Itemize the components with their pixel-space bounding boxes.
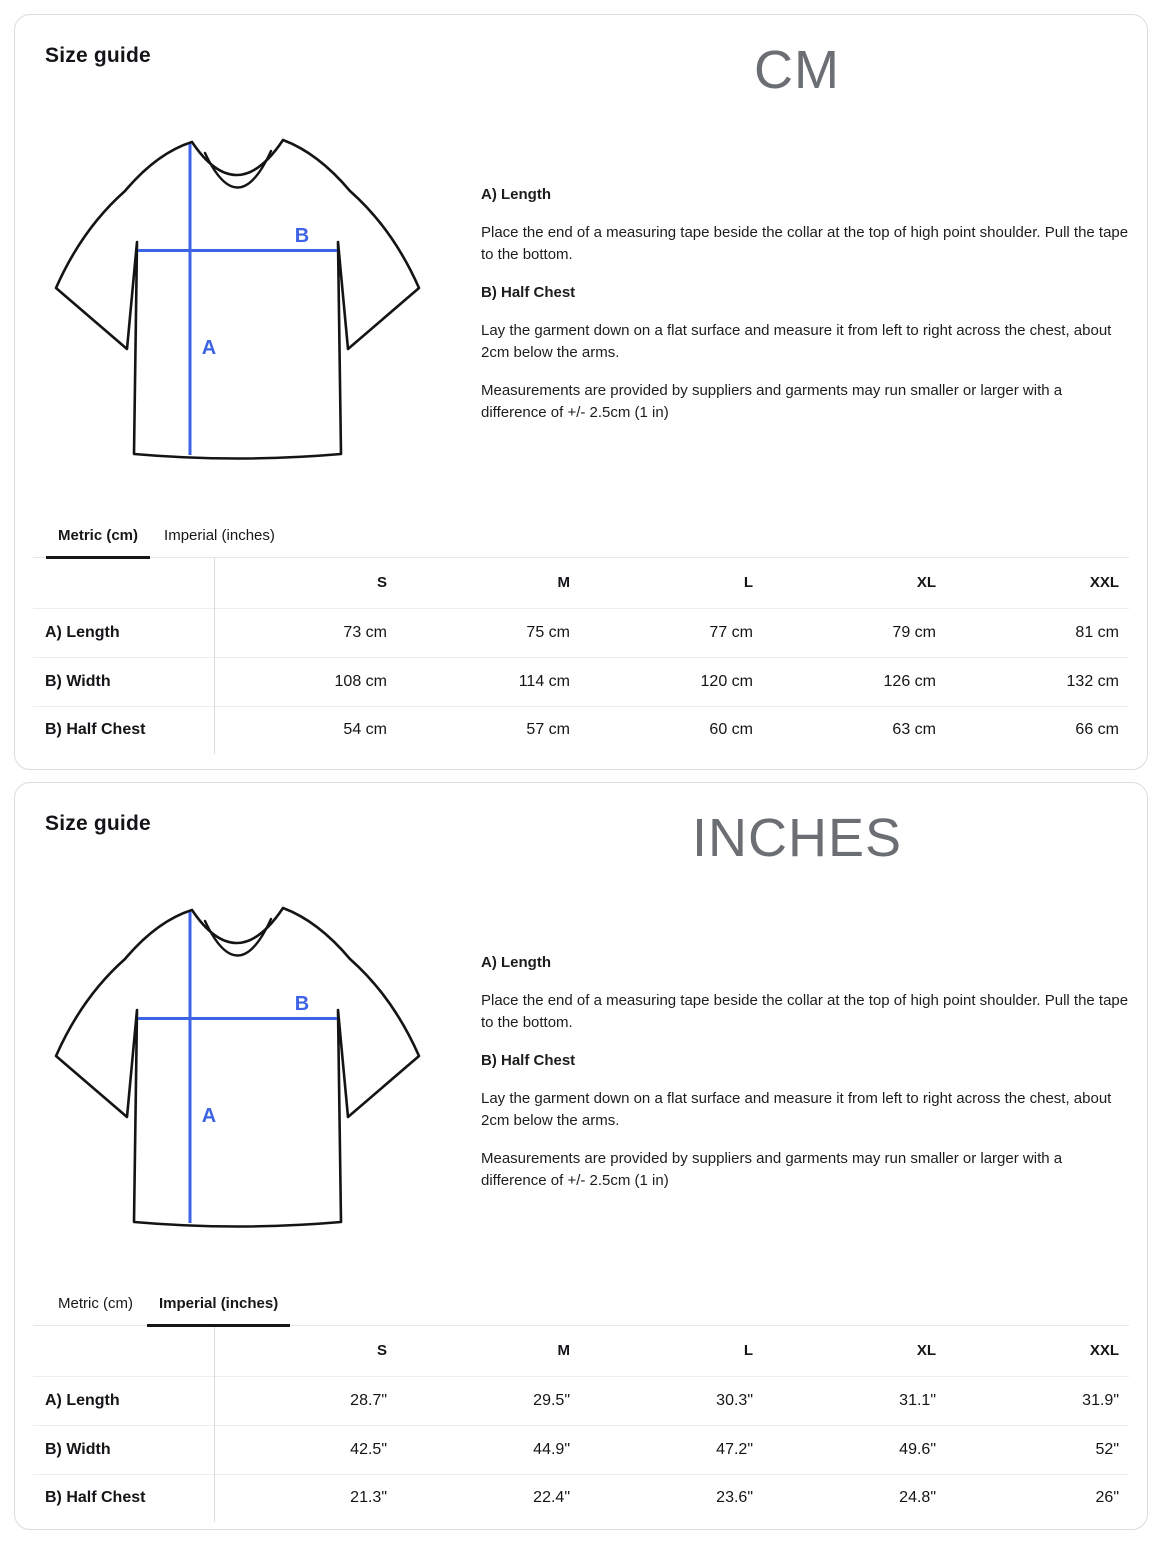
instruction-heading-half-chest: B) Half Chest bbox=[481, 284, 576, 301]
instruction-note: Measurements are provided by suppliers and garments may run smaller or larger with a difference of +/- 2.5cm (1 in) bbox=[481, 382, 1063, 421]
unit-heading-cm: CM bbox=[754, 40, 840, 100]
size-table-inches bbox=[33, 1326, 1129, 1522]
col-header-m: M bbox=[557, 1342, 570, 1360]
units-section bbox=[33, 1280, 1129, 1522]
size-value-cell: 21.3" bbox=[214, 1474, 397, 1522]
corner-cell bbox=[33, 1326, 214, 1376]
size-value-cell: 22.4" bbox=[533, 1489, 570, 1507]
size-value-cell: 108 cm bbox=[214, 657, 397, 706]
size-value-cell: 44.9" bbox=[533, 1440, 570, 1458]
size-value-cell: 132 cm bbox=[1066, 672, 1119, 690]
size-value-cell: 42.5" bbox=[214, 1425, 397, 1474]
size-guide-panel-cm bbox=[14, 14, 1148, 770]
size-value-cell: 52" bbox=[1095, 1440, 1119, 1458]
size-value-cell: 77 cm bbox=[709, 623, 753, 641]
table-row-half-chest bbox=[33, 1474, 1129, 1522]
size-value-cell: 54 cm bbox=[214, 706, 397, 754]
col-header-xl: XL bbox=[916, 574, 936, 592]
page-title: Size guide bbox=[45, 44, 151, 67]
instruction-note: Measurements are provided by suppliers and garments may run smaller or larger with a difference of +/- 2.5cm (1 in) bbox=[481, 1150, 1063, 1189]
tshirt-measurement-diagram bbox=[41, 121, 461, 481]
row-label: B) Half Chest bbox=[45, 1489, 146, 1507]
instruction-body-half-chest: Lay the garment down on a flat surface and measure it from left to right across the chest, about 2cm below the arms. bbox=[481, 1090, 1112, 1129]
page-title: Size guide bbox=[45, 812, 151, 835]
size-value-cell: 79 cm bbox=[892, 623, 936, 641]
col-header-s: S bbox=[214, 558, 397, 608]
size-guide-panel-inches bbox=[14, 782, 1148, 1530]
row-label: A) Length bbox=[45, 623, 120, 641]
col-header-l: L bbox=[743, 574, 753, 592]
table-row-width bbox=[33, 657, 1129, 706]
size-value-cell: 75 cm bbox=[526, 623, 570, 641]
measuring-instructions bbox=[481, 952, 1129, 1192]
corner-cell bbox=[33, 558, 214, 608]
table-row-length bbox=[33, 1376, 1129, 1425]
tab-metric-cm[interactable]: Metric (cm) bbox=[58, 1295, 133, 1312]
table-row-width bbox=[33, 1425, 1129, 1474]
unit-tabs bbox=[33, 512, 1129, 558]
units-section bbox=[33, 512, 1129, 754]
measuring-instructions bbox=[481, 184, 1129, 424]
size-value-cell: 29.5" bbox=[533, 1391, 570, 1409]
size-value-cell: 31.1" bbox=[899, 1391, 936, 1409]
tab-imperial-inches[interactable]: Imperial (inches) bbox=[164, 527, 275, 544]
instruction-body-length: Place the end of a measuring tape beside the collar at the top of high point shoulder. Pull the tape to the bottom. bbox=[481, 224, 1129, 263]
instruction-body-length: Place the end of a measuring tape beside the collar at the top of high point shoulder. Pull the tape to the bottom. bbox=[481, 992, 1129, 1031]
row-label: B) Width bbox=[45, 672, 111, 690]
col-header-l: L bbox=[743, 1342, 753, 1360]
size-value-cell: 63 cm bbox=[892, 721, 936, 739]
instruction-heading-length: A) Length bbox=[481, 954, 551, 971]
size-value-cell: 31.9" bbox=[1082, 1391, 1119, 1409]
size-value-cell: 23.6" bbox=[716, 1489, 753, 1507]
size-value-cell: 66 cm bbox=[1075, 721, 1119, 739]
size-value-cell: 120 cm bbox=[700, 672, 753, 690]
table-row-length bbox=[33, 608, 1129, 657]
size-value-cell: 57 cm bbox=[526, 721, 570, 739]
size-value-cell: 60 cm bbox=[709, 721, 753, 739]
tab-imperial-inches[interactable]: Imperial (inches) bbox=[146, 1283, 291, 1325]
table-row-half-chest bbox=[33, 706, 1129, 754]
size-value-cell: 73 cm bbox=[214, 608, 397, 657]
col-header-xxl: XXL bbox=[1089, 574, 1119, 592]
col-header-s: S bbox=[214, 1326, 397, 1376]
col-header-m: M bbox=[557, 574, 570, 592]
size-value-cell: 26" bbox=[1095, 1489, 1119, 1507]
col-header-xxl: XXL bbox=[1089, 1342, 1119, 1360]
instruction-body-half-chest: Lay the garment down on a flat surface and measure it from left to right across the chest, about 2cm below the arms. bbox=[481, 322, 1112, 361]
size-value-cell: 49.6" bbox=[899, 1440, 936, 1458]
table-header-row bbox=[33, 1326, 1129, 1376]
measure-label-b: B bbox=[294, 225, 310, 247]
size-value-cell: 30.3" bbox=[716, 1391, 753, 1409]
row-label: B) Half Chest bbox=[45, 721, 146, 739]
measure-label-a: A bbox=[201, 337, 217, 359]
size-value-cell: 126 cm bbox=[883, 672, 936, 690]
col-header-xl: XL bbox=[916, 1342, 936, 1360]
size-value-cell: 28.7" bbox=[214, 1376, 397, 1425]
row-label: B) Width bbox=[45, 1440, 111, 1458]
unit-heading-inches: INCHES bbox=[691, 808, 903, 868]
size-table-cm bbox=[33, 558, 1129, 754]
instruction-heading-length: A) Length bbox=[481, 186, 551, 203]
row-label: A) Length bbox=[45, 1391, 120, 1409]
unit-tabs bbox=[33, 1280, 1129, 1326]
measure-label-a: A bbox=[201, 1105, 217, 1127]
size-value-cell: 24.8" bbox=[899, 1489, 936, 1507]
size-value-cell: 81 cm bbox=[1075, 623, 1119, 641]
size-value-cell: 114 cm bbox=[518, 672, 570, 690]
tshirt-measurement-diagram bbox=[41, 889, 461, 1249]
measure-label-b: B bbox=[294, 993, 310, 1015]
tab-metric-cm[interactable]: Metric (cm) bbox=[45, 515, 151, 557]
table-header-row bbox=[33, 558, 1129, 608]
instruction-heading-half-chest: B) Half Chest bbox=[481, 1052, 576, 1069]
size-value-cell: 47.2" bbox=[716, 1440, 753, 1458]
